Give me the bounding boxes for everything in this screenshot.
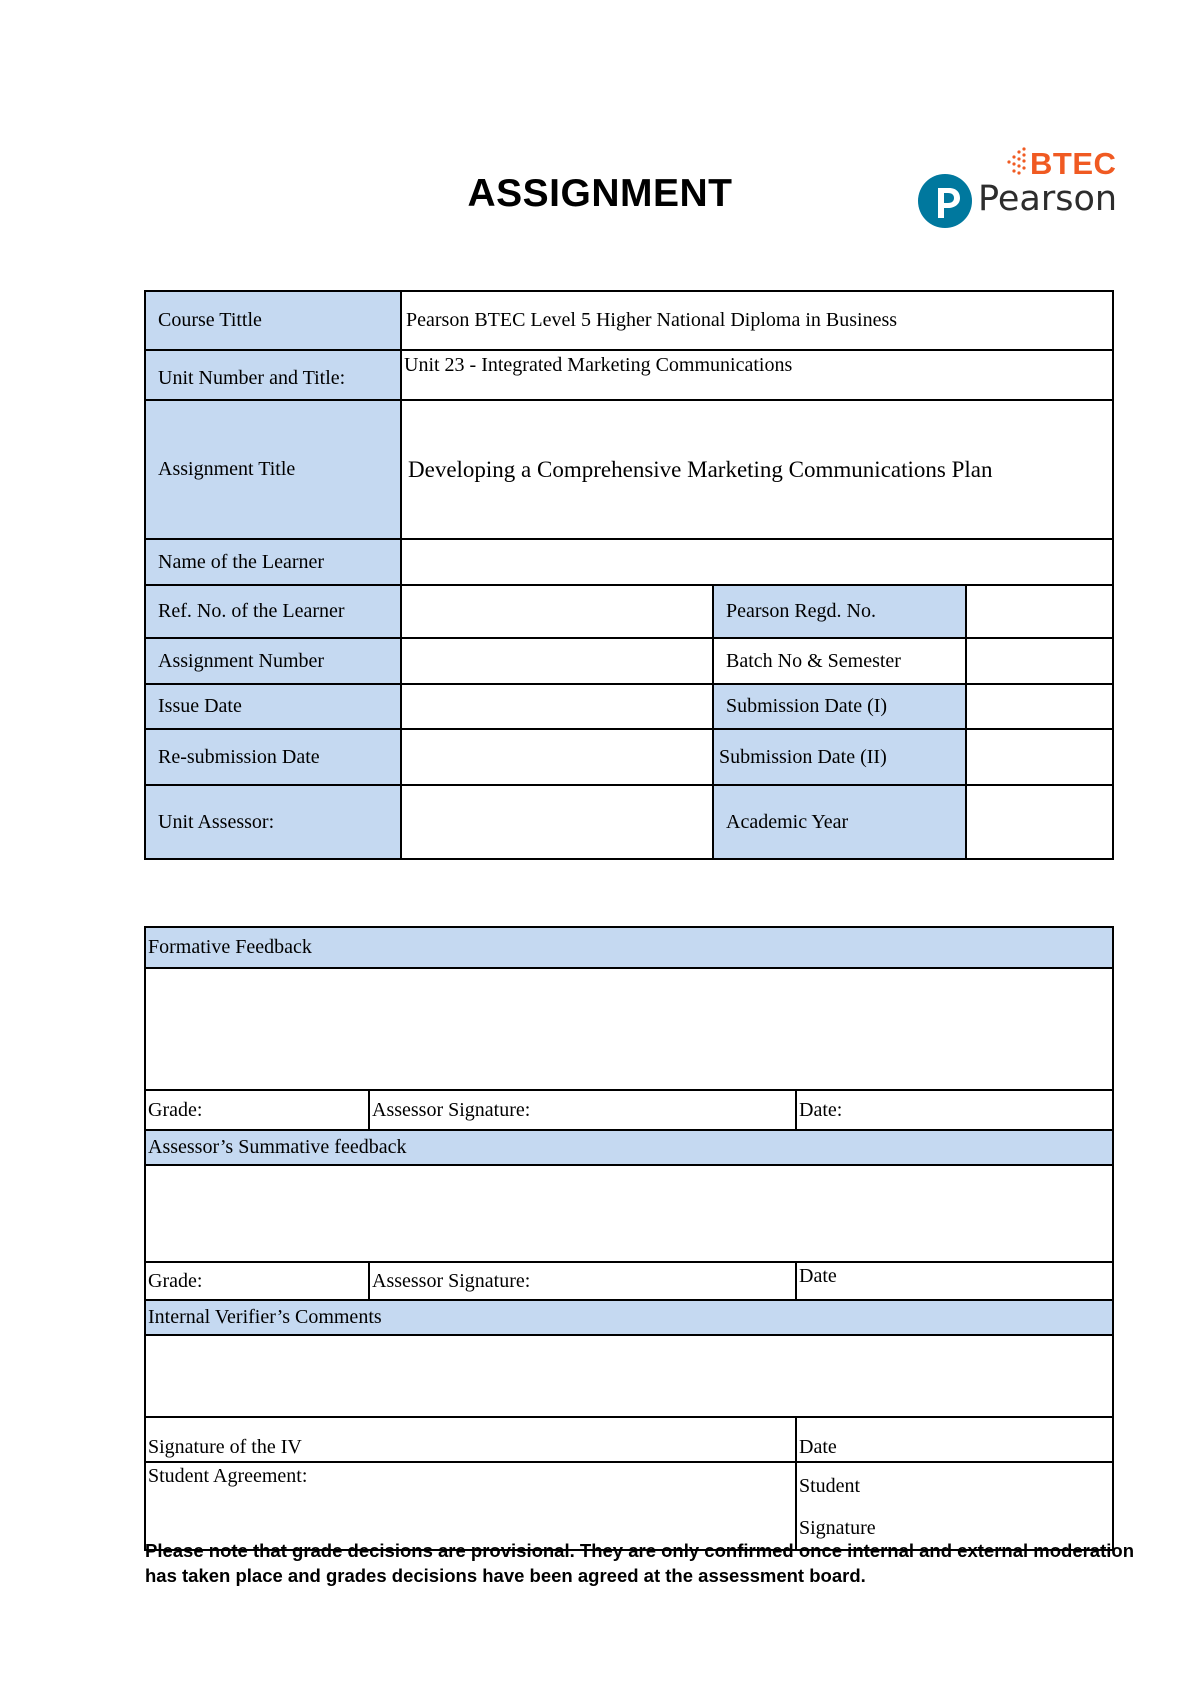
page-title: ASSIGNMENT: [467, 172, 733, 215]
btec-dots-icon: [1006, 146, 1028, 176]
iv-signature-label: Signature of the IV: [145, 1417, 796, 1462]
submission-date-2-label: Submission Date (II): [713, 729, 966, 785]
batch-field[interactable]: [966, 638, 1113, 684]
summative-feedback-area[interactable]: [145, 1165, 1113, 1262]
grade-label: Grade:: [145, 1090, 369, 1130]
learner-name-field[interactable]: [401, 539, 1113, 585]
assignment-number-field[interactable]: [401, 638, 713, 684]
internal-verifier-header: Internal Verifier’s Comments: [145, 1300, 1113, 1335]
student-signature-label: [796, 1462, 1113, 1550]
batch-label: Batch No & Semester: [713, 638, 966, 684]
grade-label: Grade:: [145, 1262, 369, 1300]
summative-feedback-header: Assessor’s Summative feedback: [145, 1130, 1113, 1165]
submission-date-1-field[interactable]: [966, 684, 1113, 729]
formative-feedback-header: Formative Feedback: [145, 927, 1113, 968]
assignment-info-table: [144, 290, 1114, 860]
submission-date-1-label: Submission Date (I): [713, 684, 966, 729]
provisional-grades-note: Please note that grade decisions are provisional. They are only confirmed once internal and external moderation has taken place and grades decisions have been agreed at the assessment board.: [145, 1540, 1135, 1586]
feedback-table: [144, 926, 1114, 1551]
course-title-label: Course Tittle: [145, 291, 401, 350]
assignment-number-label: Assignment Number: [145, 638, 401, 684]
ref-no-field[interactable]: [401, 585, 713, 638]
submission-date-2-field[interactable]: [966, 729, 1113, 785]
unit-assessor-label: Unit Assessor:: [145, 785, 401, 859]
pearson-wordmark: Pearson: [978, 179, 1118, 219]
issue-date-label: Issue Date: [145, 684, 401, 729]
date-label: Date: [796, 1417, 1113, 1462]
pearson-regd-field[interactable]: [966, 585, 1113, 638]
pearson-btec-logo: [918, 140, 1118, 235]
ref-no-label: Ref. No. of the Learner: [145, 585, 401, 638]
btec-wordmark: BTEC: [1030, 146, 1117, 181]
unit-number-label: Unit Number and Title:: [145, 350, 401, 400]
academic-year-label: Academic Year: [713, 785, 966, 859]
unit-number-value: Unit 23 - Integrated Marketing Communications: [401, 350, 1113, 400]
assignment-title-value: Developing a Comprehensive Marketing Communications Plan: [401, 400, 1113, 539]
date-label: Date:: [796, 1090, 1113, 1130]
assessor-signature-label: Assessor Signature:: [369, 1262, 796, 1300]
academic-year-field[interactable]: [966, 785, 1113, 859]
assignment-title-label: Assignment Title: [145, 400, 401, 539]
resubmission-date-field[interactable]: [401, 729, 713, 785]
resubmission-date-label: Re-submission Date: [145, 729, 401, 785]
formative-feedback-area[interactable]: [145, 968, 1113, 1090]
assessor-signature-label: Assessor Signature:: [369, 1090, 796, 1130]
student-signature-label-line1: Student: [799, 1475, 861, 1497]
unit-assessor-field[interactable]: [401, 785, 713, 859]
pearson-regd-label: Pearson Regd. No.: [713, 585, 966, 638]
date-label: Date: [796, 1262, 1113, 1300]
student-agreement-label: Student Agreement:: [145, 1462, 796, 1550]
student-signature-label-line2: Signature: [799, 1517, 876, 1539]
learner-name-label: Name of the Learner: [145, 539, 401, 585]
issue-date-field[interactable]: [401, 684, 713, 729]
pearson-p-icon: [918, 174, 972, 228]
course-title-value: Pearson BTEC Level 5 Higher National Diploma in Business: [401, 291, 1113, 350]
internal-verifier-comments-area[interactable]: [145, 1335, 1113, 1417]
